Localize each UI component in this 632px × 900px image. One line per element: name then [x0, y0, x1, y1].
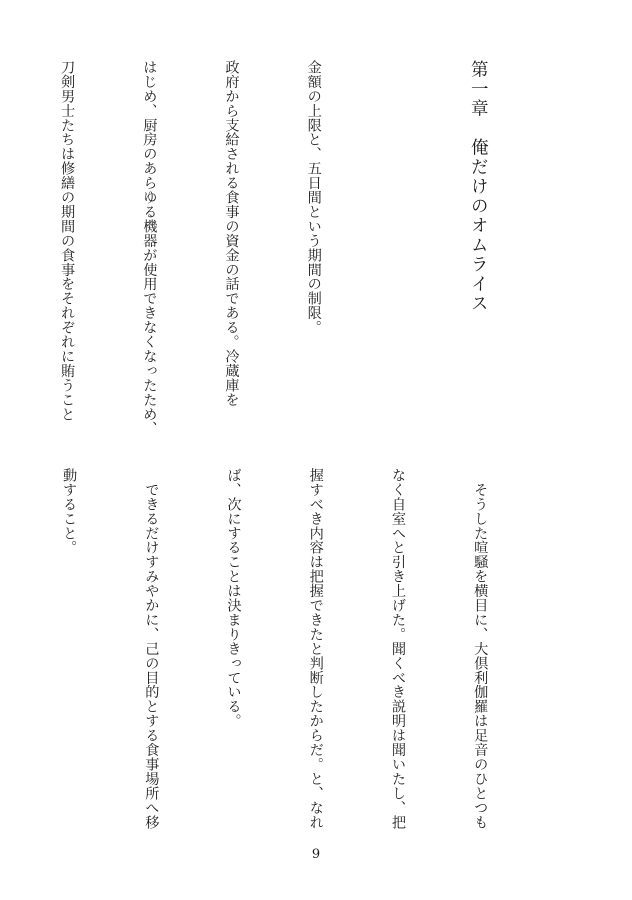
text-line: 政府から支給される食事の資金の話である。冷蔵庫を	[223, 60, 240, 407]
text-line: はじめ、厨房のあらゆる機器が使用できなくなったため、	[141, 60, 158, 436]
page-number: 9	[311, 847, 321, 862]
upper-text-block	[59, 60, 546, 436]
text-line	[382, 60, 409, 432]
text-line: 刀剣男士たちは修繕の期間の食事をそれぞれに賄うこと	[59, 60, 76, 422]
text-line: 握すべき内容は把握できたと判断したからだ。と、なれ	[307, 468, 324, 830]
text-line: 動すること。	[61, 468, 78, 555]
chapter-title: 第一章 俺だけのオムライス	[468, 60, 489, 314]
text-line: ば、次にすることは決まりきっている。	[225, 468, 242, 729]
text-line: そうした喧騒を横目に、大倶利伽羅は足音のひとつも	[472, 468, 489, 830]
text-line: 金額の上限と、五日間という期間の制限。	[305, 60, 322, 335]
text-line: なく自室へと引き上げた。聞くべき説明は聞いたし、把	[389, 468, 406, 830]
text-line: できるだけすみやかに、己の目的とする食事場所へ移	[143, 468, 160, 830]
lower-text-block	[61, 468, 548, 840]
